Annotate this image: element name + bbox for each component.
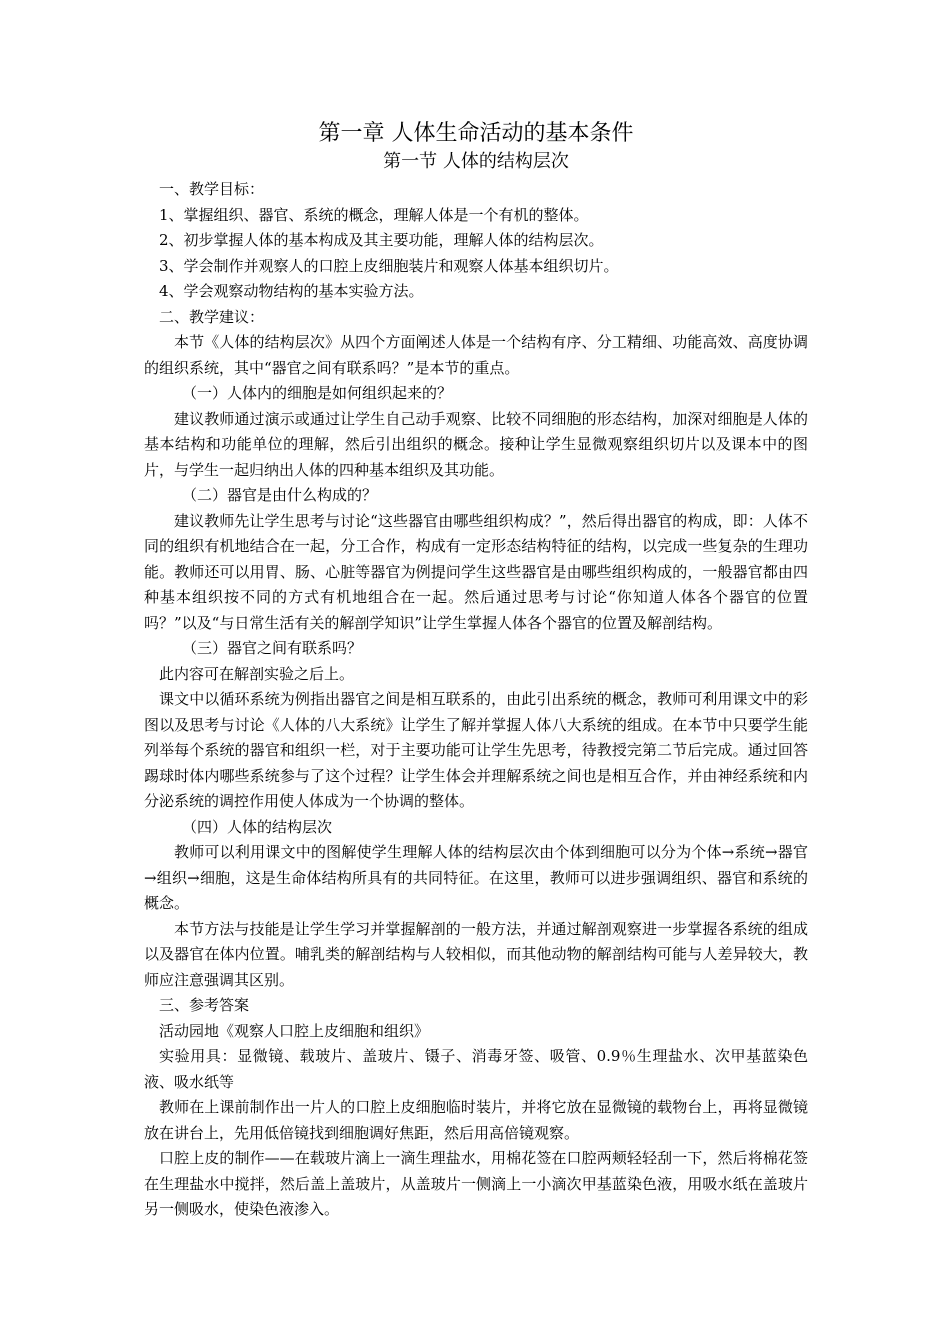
paragraph: （三）器官之间有联系吗？ — [182, 639, 363, 657]
paragraph: 教师在上课前制作出一片人的口腔上皮细胞临时装片，并将它放在显微镜的载物台上，再将显微镜放在讲台上，先用低倍镜找到细胞调好焦距，然后用高倍镜观察。 — [144, 1098, 808, 1142]
chapter-title: 第一章 人体生命活动的基本条件 — [318, 121, 634, 146]
paragraph: 1、掌握组织、器官、系统的概念，理解人体是一个有机的整体。 — [159, 205, 589, 224]
paragraph: 4、学会观察动物结构的基本实验方法。 — [159, 282, 424, 300]
paragraph: 2、初步掌握人体的基本构成及其主要功能，理解人体的结构层次。 — [159, 231, 604, 249]
paragraph: 3、学会制作并观察人的口腔上皮细胞装片和观察人体基本组织切片。 — [159, 256, 619, 275]
paragraph: （一）人体内的细胞是如何组织起来的？ — [182, 384, 453, 402]
section-title: 第一节 人体的结构层次 — [383, 151, 569, 172]
document-page — [144, 119, 808, 1223]
paragraph: 实验用具：显微镜、载玻片、盖玻片、镊子、消毒牙签、吸管、0.9％生理盐水、次甲基蓝染色液、吸水纸等 — [144, 1047, 808, 1091]
paragraph: 活动园地《观察人口腔上皮细胞和组织》 — [159, 1021, 430, 1040]
paragraph: （二）器官是由什么构成的？ — [182, 486, 378, 504]
paragraph: 本节方法与技能是让学生学习并掌握解剖的一般方法，并通过解剖观察进一步掌握各系统的组成以及器官在体内位置。哺乳类的解剖结构与人较相似，而其他动物的解剖结构可能与人差异较大，教师应注意强调其区别。 — [144, 919, 808, 989]
paragraph: 口腔上皮的制作——在载玻片滴上一滴生理盐水，用棉花签在口腔两颊轻轻刮一下，然后将棉花签在生理盐水中搅拌，然后盖上盖玻片，从盖玻片一侧滴上一小滴次甲基蓝染色液，用吸水纸在盖玻片另一侧吸水，使染色液渗入。 — [144, 1149, 808, 1218]
paragraph: 建议教师通过演示或通过让学生自己动手观察、比较不同细胞的形态结构，加深对细胞是人体的基本结构和功能单位的理解，然后引出组织的概念。接种让学生显微观察组织切片以及课本中的图片，与学生一起归纳出人体的四种基本组织及其功能。 — [144, 409, 808, 479]
paragraph: （四）人体的结构层次 — [182, 817, 333, 836]
paragraph: 本节《人体的结构层次》从四个方面阐述人体是一个结构有序、分工精细、功能高效、高度协调的组织系统，其中“器官之间有联系吗？”是本节的重点。 — [144, 333, 808, 377]
paragraph: 教师可以利用课文中的图解使学生理解人体的结构层次由个体到细胞可以分为个体→系统→器官→组织→细胞，这是生命体结构所具有的共同特征。在这里，教师可以进步强调组织、器官和系统的概念。 — [144, 843, 808, 912]
paragraph: 课文中以循环系统为例指出器官之间是相互联系的，由此引出系统的概念，教师可利用课文中的彩图以及思考与讨论《人体的八大系统》让学生了解并掌握人体八大系统的组成。在本节中只要学生能列举每个系统的器官和组织一栏，对于主要功能可让学生先思考，待教授完第二节后完成。通过回答踢球时体内哪些系统参与了这个过程？让学生体会并理解系统之间也是相互合作，并由神经系统和内分泌系统的调控作用使人体成为一个协调的整体。 — [144, 690, 808, 810]
paragraph: 三、参考答案 — [159, 996, 250, 1014]
paragraph: 一、教学目标： — [159, 180, 265, 198]
paragraph: 二、教学建议： — [159, 307, 265, 326]
paragraph: 此内容可在解剖实验之后上。 — [159, 664, 355, 683]
document-body — [144, 177, 808, 1223]
paragraph: 建议教师先让学生思考与讨论“这些器官由哪些组织构成？”，然后得出器官的构成，即：人体不同的组织有机地结合在一起，分工合作，构成有一定形态结构特征的结构，以完成一些复杂的生理功能。教师还可以用胃、肠、心脏等器官为例提问学生这些器官是由哪些组织构成的，一般器官都由四种基本组织按不同的方式有机地组合在一起。然后通过思考与讨论“你知道人体各个器官的位置吗？”以及“与日常生活有关的解剖学知识”让学生掌握人体各个器官的位置及解剖结构。 — [144, 511, 808, 632]
